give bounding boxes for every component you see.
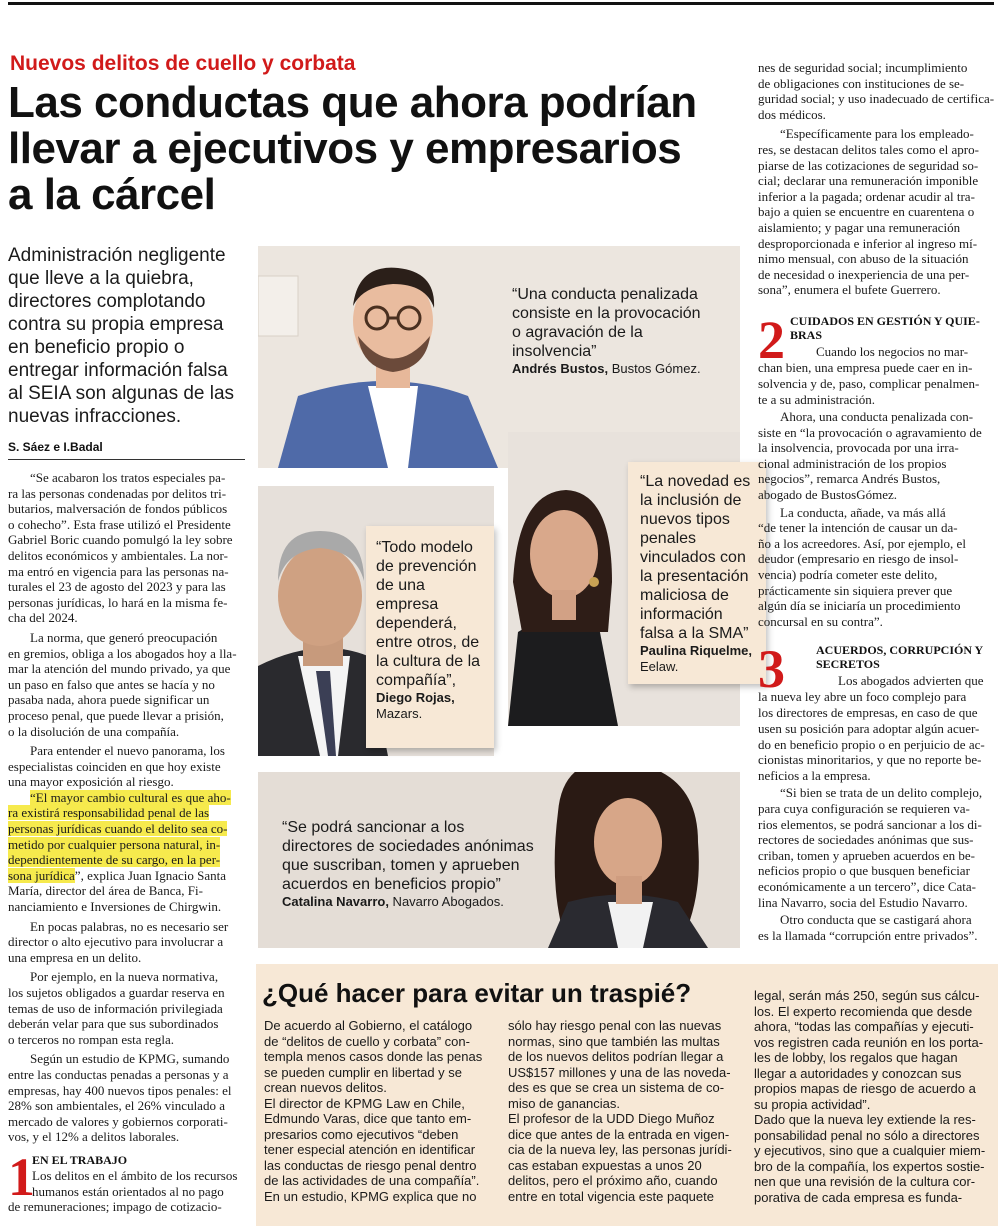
highlight-line: sona jurídica <box>8 867 75 883</box>
text-line: desproporcionada e inferior al ingreso mí- <box>758 235 978 251</box>
text-line: las conductas de riesgo penal dentro <box>264 1157 477 1173</box>
text-line: normas, sino que también las multas <box>508 1033 720 1049</box>
text-line: rios elementos, se podrá sancionar a los di- <box>758 816 982 832</box>
text-line: la insolvencia, provocada por una irra- <box>758 440 959 456</box>
quote-org: Mazars. <box>376 706 423 721</box>
paragraph <box>758 785 996 910</box>
quote-line: penales <box>640 530 697 547</box>
text-line: de obligaciones con instituciones de se- <box>758 75 965 91</box>
text-line: tener especial atención en identificar <box>264 1142 476 1157</box>
paragraph <box>8 470 248 626</box>
text-line: especialistas coinciden en que hoy existe <box>8 758 221 774</box>
quote-line: o agravación de la <box>512 324 643 341</box>
text-line: miso de ganancias. <box>508 1095 621 1111</box>
text-line: Para entender el nuevo panorama, los <box>30 743 225 759</box>
text-line: 28% son ambientales, el 26% vinculado a <box>8 1098 225 1114</box>
quote-line: “La novedad es <box>640 473 751 490</box>
text-line: contra su propia empresa <box>8 314 224 335</box>
headline-line: llevar a ejecutivos y empresarios <box>8 124 682 173</box>
section-line: chan bien, una empresa puede caer en in- <box>758 359 973 375</box>
text-line: “Específicamente para los empleado- <box>780 126 974 142</box>
text-line: directores complotando <box>8 291 206 312</box>
paragraph <box>758 126 996 298</box>
text-line: al SEIA son algunas de las <box>8 383 235 404</box>
text-line: cia de la nueva ley, las personas jurídi- <box>508 1142 732 1157</box>
quote-org: Navarro Abogados. <box>388 894 504 909</box>
text-line: económicamente a un tercero”, dice Cata- <box>758 878 976 894</box>
text-line: presarios como ejecutivos “deben <box>264 1126 459 1142</box>
section-line: los directores de empresas, en caso de que <box>758 705 978 721</box>
quote-line: de una <box>376 577 425 594</box>
box-column-3 <box>754 988 985 1205</box>
text-line: proceso penal, que puede llevar a prisión, <box>8 707 224 723</box>
text-line: en gremios, obliga a los abogados hoy a lla- <box>8 645 237 661</box>
text-line: les de lobby, los regalos que hagan <box>754 1050 958 1065</box>
quote-line: compañía”, <box>376 672 457 689</box>
quote-diego-rojas <box>376 538 480 722</box>
text-line: los. El experto recomienda que desde <box>754 1003 973 1019</box>
text-line: Dado que la nueva ley extiende la res- <box>754 1112 976 1127</box>
text-line: De acuerdo al Gobierno, el catálogo <box>264 1018 473 1033</box>
text-line: Por ejemplo, en la nueva normativa, <box>30 969 219 985</box>
quote-line: la inclusión de <box>640 492 742 509</box>
text-line: se pueden cumplir en libertad y se <box>264 1064 463 1080</box>
quote-line: directores de sociedades anónimas <box>282 838 534 855</box>
text-line: negocios”, remarca Andrés Bustos, <box>758 471 941 487</box>
lead-paragraph <box>8 244 253 428</box>
column-3 <box>758 60 996 943</box>
text-line: una empresa en un delito. <box>8 949 142 965</box>
text-line: La conducta, añade, va más allá <box>780 504 946 520</box>
highlighted-quote <box>8 790 248 915</box>
attribution-text: nanciamiento e Inversiones de Chirgwin. <box>8 899 222 915</box>
quote-line: nuevos tipos <box>640 511 730 528</box>
text-line: nen que una revisión de la cultura cor- <box>754 1174 976 1189</box>
quote-line: consiste en la provocación <box>512 305 701 322</box>
quote-line: “Se podrá sancionar a los <box>282 819 465 836</box>
text-line: ra las personas condenadas por delitos tri- <box>8 485 227 501</box>
quote-author: Andrés Bustos, <box>512 361 609 376</box>
quote-org: Eelaw. <box>640 659 679 674</box>
text-line: El director de KPMG Law en Chile, <box>264 1095 465 1111</box>
paragraph <box>758 409 996 503</box>
text-line: una mayor exposición al riesgo. <box>8 774 174 790</box>
highlight-line: ra existirá responsabilidad penal de las <box>8 805 210 821</box>
text-line: de los nuevos delitos podrían llegar a <box>508 1049 724 1064</box>
quote-line: de prevención <box>376 558 477 575</box>
quote-author: Catalina Navarro, <box>282 894 389 909</box>
text-line: Ahora, una conducta penalizada con- <box>780 409 974 425</box>
text-line: algún día se iniciaría un procedimiento <box>758 598 961 614</box>
text-line: nuevas infracciones. <box>8 406 182 427</box>
text-line: “Si bien se trata de un delito complejo, <box>780 785 983 801</box>
highlight-line: dependientemente de su cargo, en la per- <box>8 852 221 868</box>
quote-line: la cultura de la <box>376 653 481 670</box>
text-line: vencia) podría cometer este delito, <box>758 567 938 583</box>
quote-line: acuerdos en beneficios propio” <box>282 876 501 893</box>
text-line: mercado de valores y gobiernos corporati- <box>8 1113 228 1129</box>
paragraph <box>758 912 996 943</box>
section-2 <box>758 309 996 376</box>
paragraph <box>8 919 248 966</box>
quote-line: vinculados con <box>640 549 746 566</box>
text-line: prácticamente sin siquiera prever que <box>758 582 953 598</box>
quote-line: “Todo modelo <box>376 539 473 556</box>
section-heading: BRAS <box>790 327 823 342</box>
text-line: un paso en falso que antes se hacía y no <box>8 676 215 692</box>
section-line: solvencia y de, paso, complicar penalmen- <box>758 375 980 391</box>
text-line: porativa de cada empresa es funda- <box>754 1189 963 1205</box>
text-line: guridad social; y uso inadecuado de certifica- <box>758 91 995 107</box>
section-line: Cuando los negocios no mar- <box>816 343 969 359</box>
text-line: Según un estudio de KPMG, sumando <box>30 1051 230 1067</box>
quote-line: empresa <box>376 596 439 613</box>
quote-author: Diego Rojas, <box>376 690 455 705</box>
text-line: de necesidad o inexperiencia de una per- <box>758 266 970 282</box>
section-heading: ACUERDOS, CORRUPCIÓN Y <box>816 643 984 658</box>
text-line: dos médicos. <box>758 106 826 122</box>
text-line: cas estaban expuestas a unos 20 <box>508 1157 702 1173</box>
quote-org: Bustos Gómez. <box>608 361 701 376</box>
text-line: en beneficio propio o <box>8 337 185 358</box>
quote-line: dependerá, <box>376 615 457 632</box>
text-line: ponsabilidad penal no sólo a directores <box>754 1127 980 1143</box>
attribution-text: María, director del área de Banca, Fi- <box>8 883 203 899</box>
section-heading: SECRETOS <box>816 657 880 672</box>
box-column-1 <box>264 1018 482 1204</box>
text-line: templa menos casos donde las penas <box>264 1049 483 1064</box>
text-line: cha del 2024. <box>8 610 78 626</box>
section-line: do en beneficio propio o en perjuicio de ac- <box>758 736 985 752</box>
text-line: Otro conducta que se castigará ahora <box>780 912 972 928</box>
paragraph <box>758 505 996 630</box>
text-line: director o alto ejecutivo para involucrar a <box>8 934 224 950</box>
text-line: sona”, enumera el bufete Guerrero. <box>758 282 941 298</box>
text-line: turales el 23 de agosto del 2023 y para las <box>8 579 226 595</box>
paragraph <box>8 969 248 1047</box>
section-number: 3 <box>758 639 785 700</box>
text-line: entre las conductas penadas a personas y a <box>8 1066 229 1082</box>
text-line: bajo a quien se encuentre en cuarentena o <box>758 204 975 220</box>
text-line: llegar a autoridades y conozcan sus <box>754 1065 962 1081</box>
text-line: su propia actividad”. <box>754 1096 871 1112</box>
section-line: humanos están orientados al no pago <box>32 1183 224 1199</box>
byline: S. Sáez e I.Badal <box>8 440 103 454</box>
text-line: y ejecutivos, sino que a cualquier miem- <box>754 1143 986 1158</box>
text-line: entre en total vigencia este paquete <box>508 1188 714 1204</box>
text-line: sólo hay riesgo penal con las nuevas <box>508 1018 722 1033</box>
text-line: legal, serán más 250, según sus cálcu- <box>754 988 980 1003</box>
text-line: nimo mensual, con abuso de la situación <box>758 251 969 267</box>
text-line: La norma, que generó preocupación <box>30 629 218 645</box>
text-line: ahora, “todas las compañías y ejecuti- <box>754 1019 974 1034</box>
box-title: ¿Qué hacer para evitar un traspié? <box>262 978 692 1008</box>
text-line: des es que se crea un sistema de co- <box>508 1080 725 1095</box>
text-line: “Se acabaron los tratos especiales pa- <box>30 470 226 485</box>
text-line: de “delitos de cuello y corbata” con- <box>264 1033 470 1049</box>
text-line: dice que antes de la entrada en vigen- <box>508 1126 730 1142</box>
text-line: abogado de BustosGómez. <box>758 487 898 503</box>
quote-line: la presentación <box>640 568 749 585</box>
section-line: de remuneraciones; impago de cotizacio- <box>8 1199 222 1215</box>
text-line: US$157 millones y una de las noveda- <box>508 1064 731 1080</box>
paragraph <box>8 1051 248 1145</box>
text-line: El profesor de la UDD Diego Muñoz <box>508 1111 715 1126</box>
box-column-2 <box>508 1018 732 1204</box>
text-line: Gabriel Boric cuando pomulgó la ley sobre <box>8 532 233 548</box>
text-line: vos registren cada reunión en los porta- <box>754 1034 984 1050</box>
quote-catalina-navarro <box>282 818 534 910</box>
text-line: los sujetos obligados a guardar reserva en <box>8 985 225 1000</box>
text-line: aislamiento; y pagar una remuneración <box>758 219 961 235</box>
text-line: ma entró en vigencia para las personas na- <box>8 563 229 579</box>
quote-line: que suscriban, tomen y aprueben <box>282 857 520 874</box>
section-1 <box>8 1146 248 1215</box>
text-line: deberán velar para que sus subordinados <box>8 1016 219 1032</box>
text-line: “de tener la intención de causar un da- <box>758 520 958 536</box>
text-line: piarse de las cotizaciones de seguridad so- <box>758 157 979 173</box>
text-line: siste en “la provocación o agravamiento de <box>758 424 982 440</box>
text-line: lina Navarro, socia del Estudio Navarro. <box>758 894 968 910</box>
section-heading: EN EL TRABAJO <box>32 1152 128 1167</box>
quote-line: maliciosa de <box>640 587 729 604</box>
quote-line: “Una conducta penalizada <box>512 286 698 303</box>
text-line: nes de seguridad social; incumplimiento <box>758 60 968 75</box>
text-line: entregar información falsa <box>8 360 228 381</box>
text-line: rectores de sociedades anónimas que sus- <box>758 832 974 848</box>
attribution-text: ”, explica Juan Ignacio Santa <box>74 867 227 883</box>
top-rule <box>8 2 994 5</box>
headline-line: a la cárcel <box>8 170 216 219</box>
section-number: 2 <box>758 309 785 370</box>
text-line: mar la atención del mundo privado, ya que <box>8 661 231 677</box>
text-line: vos, y el 12% a delitos laborales. <box>8 1129 180 1145</box>
section-line: usen su posición para adoptar algún acuer- <box>758 721 980 736</box>
section-line: Los abogados advierten que <box>838 673 984 689</box>
text-line: Edmundo Varas, dice que tanto em- <box>264 1111 472 1126</box>
paragraph <box>8 630 248 739</box>
highlight-line: “El mayor cambio cultural es que aho- <box>30 789 231 805</box>
text-line: res, se destacan delitos tales como el apro- <box>758 141 979 157</box>
text-line: de las actividades de una compañía”. <box>264 1173 480 1188</box>
text-line: es la llamada “corrupción entre privados”. <box>758 927 978 943</box>
quote-paulina-riquelme <box>640 472 752 675</box>
section-number: 1 <box>8 1146 35 1207</box>
headline-line: Las conductas que ahora podrían <box>8 78 697 127</box>
section-line: la nueva ley abre un foco complejo para <box>758 689 967 704</box>
quote-line: información <box>640 606 723 623</box>
section-heading: CUIDADOS EN GESTIÓN Y QUIE- <box>790 313 980 328</box>
text-line: para cuya configuración se requieren va- <box>758 800 970 816</box>
text-line: propios mapas de riesgo de acuerdo a <box>754 1081 976 1096</box>
text-line: o terceros no rompan esta regla. <box>8 1031 175 1047</box>
text-line: cial; declarar una remuneración imponible <box>758 173 979 189</box>
text-line: pasaba nada, ahora puede significar un <box>8 692 210 708</box>
text-line: o la disolución de una compañía. <box>8 723 180 739</box>
quote-line: entre otros, de <box>376 634 480 651</box>
quote-author: Paulina Riquelme, <box>640 643 752 658</box>
paragraph <box>758 60 996 122</box>
text-line: bro de la compañía, los expertos sostie- <box>754 1158 985 1174</box>
kicker: Nuevos delitos de cuello y corbata <box>10 52 356 75</box>
headline <box>8 80 738 218</box>
section-line: cionistas minoritarios, y que no reporte be- <box>758 752 982 768</box>
text-line: cional administración de los propios <box>758 455 947 471</box>
text-line: criban, tomen y aprueben acuerdos en be- <box>758 847 975 863</box>
text-line: ño a los acreedores. Así, por ejemplo, el <box>758 535 966 551</box>
text-line: Administración negligente <box>8 245 226 266</box>
quote-andres-bustos <box>512 285 701 377</box>
quote-line: insolvencia” <box>512 343 597 360</box>
text-line: delitos, pero el próximo año, cuando <box>508 1173 718 1188</box>
column-1 <box>8 470 248 1215</box>
text-line: empresas, hay 400 nuevos tipos penales: el <box>8 1082 232 1098</box>
section-line: Los delitos en el ámbito de los recursos <box>32 1167 238 1183</box>
paragraph <box>8 743 248 790</box>
text-line: neficios propio o que busquen beneficiar <box>758 863 970 879</box>
text-line: En pocas palabras, no es necesario ser <box>30 918 229 934</box>
text-line: o cohecho”. Esta frase utilizó el Presidente <box>8 516 231 532</box>
quote-line: falsa a la SMA” <box>640 625 749 642</box>
section-3 <box>758 639 996 705</box>
byline-rule <box>8 459 245 460</box>
highlight-line: personas jurídicas cuando el delito sea co- <box>8 821 228 837</box>
text-line: temas de uso de información privilegiada <box>8 1000 223 1016</box>
text-line: que lleve a la quiebra, <box>8 268 194 289</box>
text-line: butarios, malversación de fondos públicos <box>8 501 228 517</box>
highlight-line: metido por cualquier persona natural, in- <box>8 836 221 852</box>
text-line: deudor (empresario en riesgo de insol- <box>758 551 959 567</box>
section-line: neficios a la empresa. <box>758 767 871 783</box>
text-line: concursal en su contra”. <box>758 613 883 629</box>
text-line: En un estudio, KPMG explica que no <box>264 1188 477 1204</box>
text-line: crean nuevos delitos. <box>264 1080 387 1095</box>
text-line: personas jurídicas, lo hará en la misma fe- <box>8 594 228 610</box>
section-line: te a su administración. <box>758 391 875 407</box>
text-line: delitos económicos y ambientales. La nor- <box>8 547 228 563</box>
text-line: inferior a la pagada; ordenar acudir al tra- <box>758 188 975 204</box>
